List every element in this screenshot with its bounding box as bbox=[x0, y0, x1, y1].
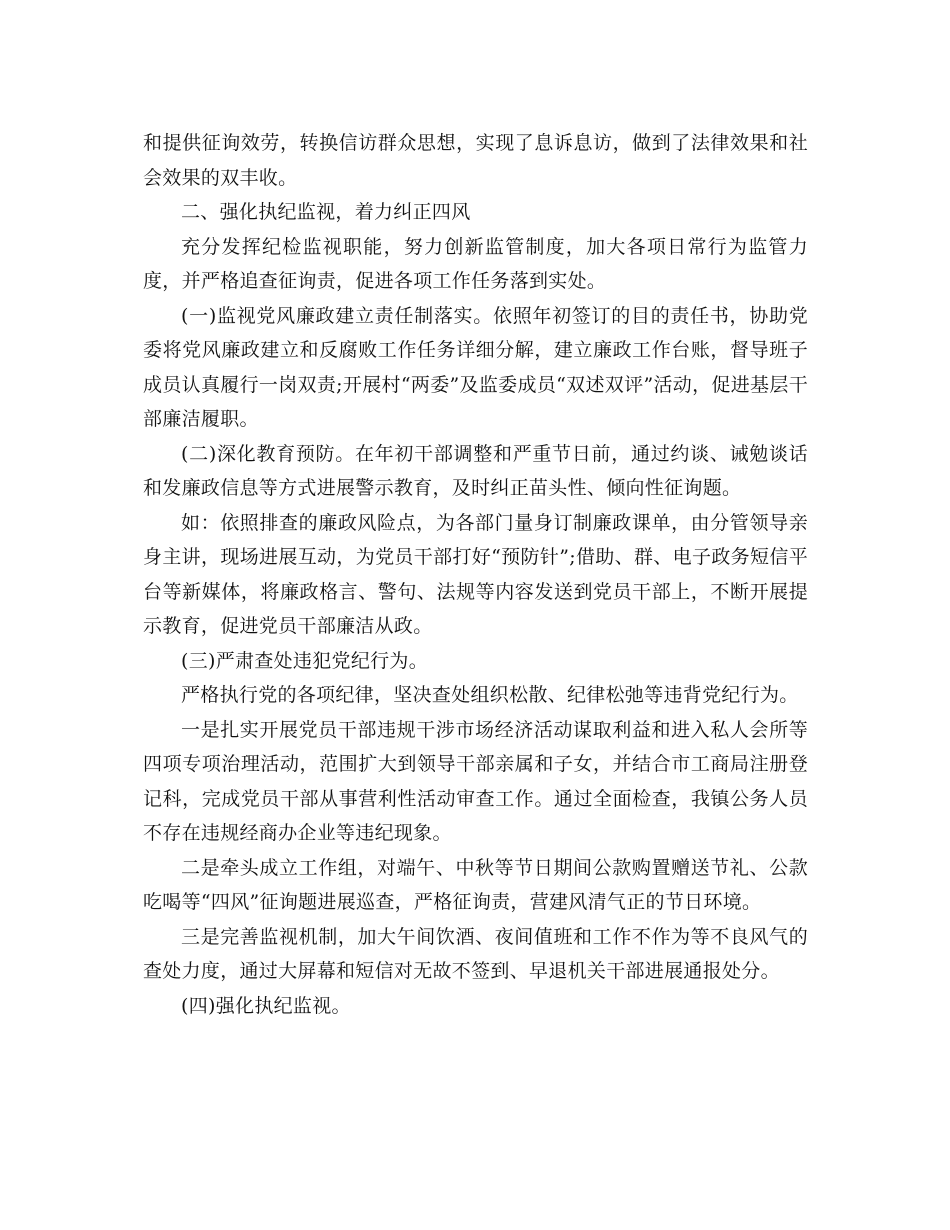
subsection-2: (二)深化教育预防。在年初干部调整和严重节日前，通过约谈、诫勉谈话和发廉政信息等方式进展警示教育，及时纠正苗头性、倾向性征询题。 bbox=[143, 442, 808, 499]
paragraph: 一是扎实开展党员干部违规干涉市场经济活动谋取利益和进入私人会所等四项专项治理活动，范围扩大到领导干部亲属和子女，并结合市工商局注册登记科，完成党员干部从事营利性活动审查工作。通过全面检查，我镇公务人员不存在违规经商办企业等违纪现象。 bbox=[143, 718, 808, 844]
subsection-1: (一)监视党风廉政建立责任制落实。依照年初签订的目的责任书，协助党委将党风廉政建立和反腐败工作任务详细分解，建立廉政工作台账，督导班子成员认真履行一岗双责;开展村“两委”及监委成员“双述双评”活动，促进基层干部廉洁履职。 bbox=[143, 304, 808, 430]
paragraph: 二是牵头成立工作组，对端午、中秋等节日期间公款购置赠送节礼、公款吃喝等“四风”征询题进展巡查，严格征询责，营建风清气正的节日环境。 bbox=[143, 856, 808, 913]
paragraph-continuation: 和提供征询效劳，转换信访群众思想，实现了息诉息访，做到了法律效果和社会效果的双丰收。 bbox=[143, 132, 808, 189]
paragraph: 三是完善监视机制，加大午间饮酒、夜间值班和工作不作为等不良风气的查处力度，通过大屏幕和短信对无故不签到、早退机关干部进展通报处分。 bbox=[143, 925, 808, 982]
paragraph: 如：依照排查的廉政风险点，为各部门量身订制廉政课单，由分管领导亲身主讲，现场进展互动，为党员干部打好“预防针”;借助、群、电子政务短信平台等新媒体，将廉政格言、警句、法规等内容发送到党员干部上，不断开展提示教育，促进党员干部廉洁从政。 bbox=[143, 511, 808, 637]
paragraph: 充分发挥纪检监视职能，努力创新监管制度，加大各项日常行为监管力度，并严格追查征询责，促进各项工作任务落到实处。 bbox=[143, 235, 808, 292]
section-heading-2: 二、强化执纪监视，着力纠正四风 bbox=[181, 201, 471, 223]
subsection-3: (三)严肃查处违犯党纪行为。 bbox=[181, 649, 429, 672]
paragraph: 严格执行党的各项纪律，坚决查处组织松散、纪律松弛等违背党纪行为。 bbox=[181, 684, 799, 706]
subsection-4: (四)强化执纪监视。 bbox=[181, 994, 351, 1017]
document-body bbox=[143, 126, 808, 1023]
